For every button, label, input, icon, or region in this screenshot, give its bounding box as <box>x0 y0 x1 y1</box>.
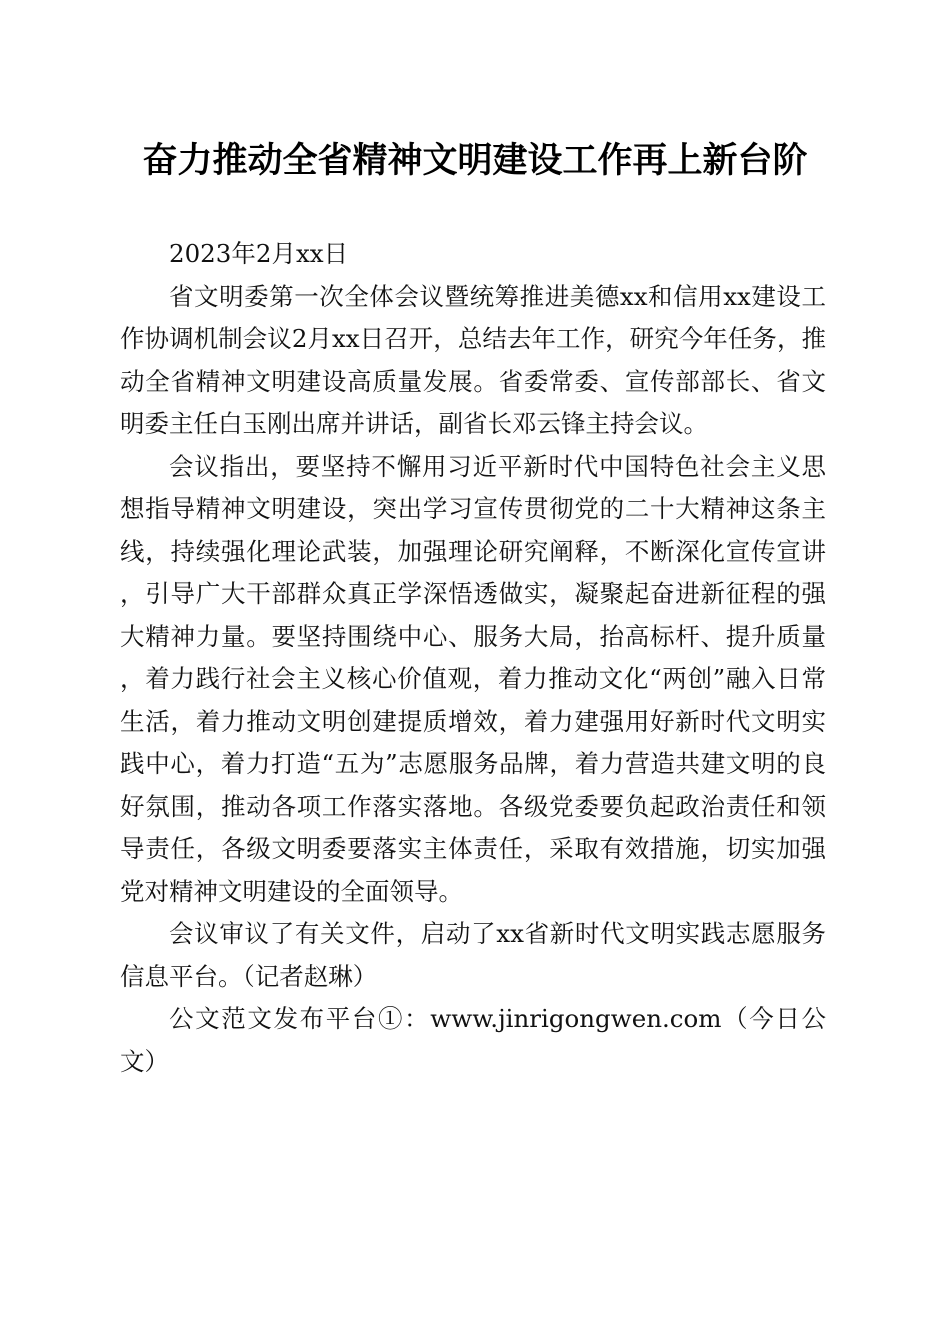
footer-source-line: 公文范文发布平台①：www.jinrigongwen.com（今日公文） <box>120 1004 826 1076</box>
date-line: 2023年2月xx日 <box>169 239 349 268</box>
document-body <box>120 233 826 1083</box>
paragraph-3: 会议审议了有关文件，启动了xx省新时代文明实践志愿服务信息平台。（记者赵琳） <box>120 919 826 991</box>
document-title: 奋力推动全省精神文明建设工作再上新台阶 <box>142 140 808 181</box>
paragraph-2: 会议指出，要坚持不懈用习近平新时代中国特色社会主义思想指导精神文明建设，突出学习宣传贯彻党的二十大精神这条主线，持续强化理论武装，加强理论研究阐释，不断深化宣传宣讲，引导广大干部群众真正学深悟透做实，凝聚起奋进新征程的强大精神力量。要坚持围绕中心、服务大局，抬高标杆、提升质量，着力践行社会主义核心价值观，着力推动文化“两创”融入日常生活，着力推动文明创建提质增效，着力建强用好新时代文明实践中心，着力打造“五为”志愿服务品牌，着力营造共建文明的良好氛围，推动各项工作落实落地。各级党委要负起政治责任和领导责任，各级文明委要落实主体责任，采取有效措施，切实加强党对精神文明建设的全面领导。 <box>120 451 826 906</box>
paragraph-1: 省文明委第一次全体会议暨统筹推进美德xx和信用xx建设工作协调机制会议2月xx日召开，总结去年工作，研究今年任务，推动全省精神文明建设高质量发展。省委常委、宣传部部长、省文明委主任白玉刚出席并讲话，副省长邓云锋主持会议。 <box>120 281 826 438</box>
